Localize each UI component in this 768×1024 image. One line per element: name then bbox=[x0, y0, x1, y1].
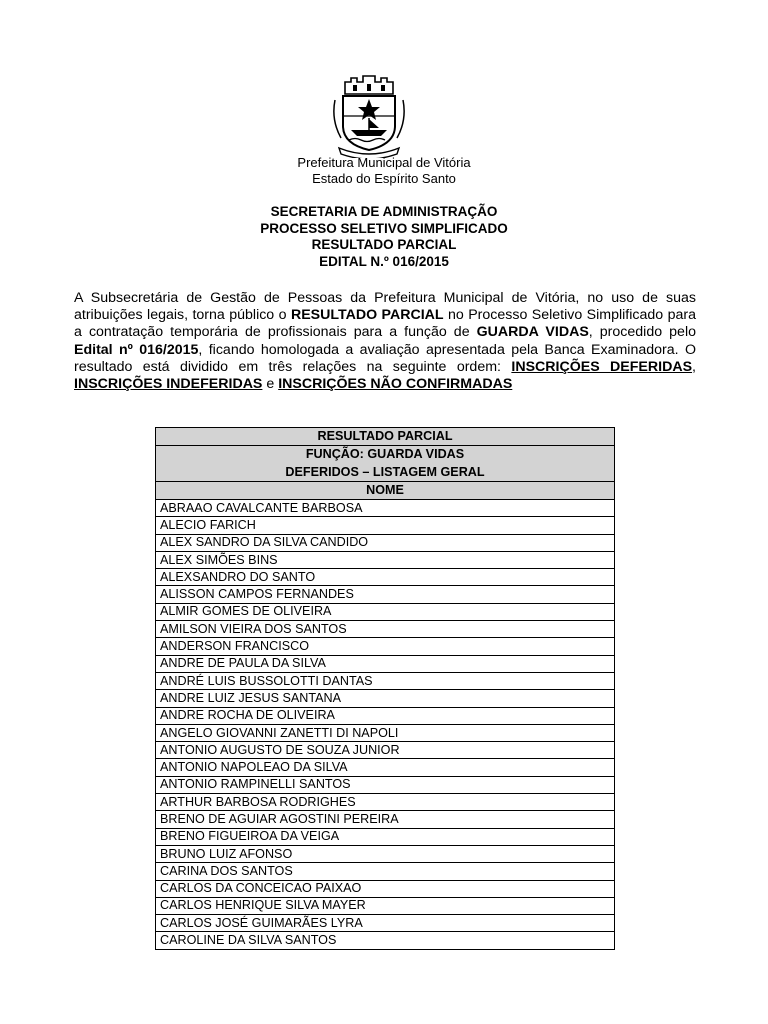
table-row bbox=[156, 551, 615, 568]
title-line1: SECRETARIA DE ADMINISTRAÇÃO bbox=[270, 204, 498, 219]
name-cell: ANTONIO AUGUSTO DE SOUZA JUNIOR bbox=[156, 742, 615, 759]
document-title bbox=[0, 204, 768, 270]
table-body bbox=[156, 500, 615, 950]
name-cell: ABRAAO CAVALCANTE BARBOSA bbox=[156, 500, 615, 517]
table-row bbox=[156, 569, 615, 586]
body-text-part1: A Subsecretária de Gestão de Pessoas da Prefeitura Municipal de Vitória, no uso de suas atribuições legais, torna público o bbox=[74, 290, 696, 324]
body-paragraph bbox=[74, 290, 696, 393]
table-header-result: RESULTADO PARCIAL bbox=[156, 428, 615, 446]
table-header-row bbox=[156, 446, 615, 482]
coat-of-arms-icon bbox=[331, 74, 407, 158]
name-cell: ALEXSANDRO DO SANTO bbox=[156, 569, 615, 586]
body-underline-nao-confirmadas: INSCRIÇÕES NÃO CONFIRMADAS bbox=[278, 376, 513, 393]
table-header-row bbox=[156, 428, 615, 446]
name-cell: ALISSON CAMPOS FERNANDES bbox=[156, 586, 615, 603]
name-cell: ALECIO FARICH bbox=[156, 517, 615, 534]
name-cell: CAROLINE DA SILVA SANTOS bbox=[156, 932, 615, 949]
name-cell: BRENO FIGUEIROA DA VEIGA bbox=[156, 828, 615, 845]
title-line2: PROCESSO SELETIVO SIMPLIFICADO bbox=[260, 220, 508, 236]
table-row bbox=[156, 500, 615, 517]
table-row bbox=[156, 724, 615, 741]
table-row bbox=[156, 534, 615, 551]
table-row bbox=[156, 759, 615, 776]
table-row bbox=[156, 517, 615, 534]
body-text-part4: , ficando homologada a avaliação apresentada pela Banca Examinadora. O resultado está dividido em três relações na seguinte ordem: bbox=[74, 341, 696, 375]
column-header-name: NOME bbox=[156, 482, 615, 500]
name-cell: CARLOS JOSÉ GUIMARÃES LYRA bbox=[156, 915, 615, 932]
table-row bbox=[156, 742, 615, 759]
table-row bbox=[156, 690, 615, 707]
table-row bbox=[156, 638, 615, 655]
body-underline-indeferidas: INSCRIÇÕES INDEFERIDAS bbox=[74, 376, 263, 393]
table-row bbox=[156, 932, 615, 949]
name-cell: ANTONIO NAPOLEAO DA SILVA bbox=[156, 759, 615, 776]
table-row bbox=[156, 897, 615, 914]
name-cell: ANTONIO RAMPINELLI SANTOS bbox=[156, 776, 615, 793]
name-cell: CARLOS DA CONCEICAO PAIXAO bbox=[156, 880, 615, 897]
table-row bbox=[156, 621, 615, 638]
table-row bbox=[156, 863, 615, 880]
table-header-function bbox=[156, 446, 615, 482]
table-header-row bbox=[156, 482, 615, 500]
body-bold-resultado: RESULTADO PARCIAL bbox=[290, 307, 444, 324]
name-cell: ANDERSON FRANCISCO bbox=[156, 638, 615, 655]
table-row bbox=[156, 672, 615, 689]
table-row bbox=[156, 915, 615, 932]
table-row bbox=[156, 776, 615, 793]
body-text-part3: , procedido pelo bbox=[588, 324, 696, 341]
name-cell: ANDRE ROCHA DE OLIVEIRA bbox=[156, 707, 615, 724]
body-underline-deferidas: INSCRIÇÕES DEFERIDAS bbox=[511, 358, 693, 375]
name-cell: ANDRÉ LUIS BUSSOLOTTI DANTAS bbox=[156, 672, 615, 689]
org-name-line1: Prefeitura Municipal de Vitória bbox=[297, 155, 471, 170]
table-row bbox=[156, 811, 615, 828]
name-cell: BRENO DE AGUIAR AGOSTINI PEREIRA bbox=[156, 811, 615, 828]
table-row bbox=[156, 603, 615, 620]
body-separator2: e bbox=[262, 376, 279, 393]
table-row bbox=[156, 707, 615, 724]
results-table bbox=[155, 427, 615, 950]
body-bold-funcao: GUARDA VIDAS bbox=[476, 324, 589, 341]
table-row bbox=[156, 586, 615, 603]
table-row bbox=[156, 880, 615, 897]
name-cell: ALEX SANDRO DA SILVA CANDIDO bbox=[156, 534, 615, 551]
name-cell: ALMIR GOMES DE OLIVEIRA bbox=[156, 603, 615, 620]
body-bold-edital: Edital nº 016/2015 bbox=[74, 341, 199, 358]
table-header-list-line: DEFERIDOS – LISTAGEM GERAL bbox=[285, 464, 485, 479]
name-cell: ANGELO GIOVANNI ZANETTI DI NAPOLI bbox=[156, 724, 615, 741]
table-row bbox=[156, 845, 615, 862]
org-name-line2: Estado do Espírito Santo bbox=[312, 171, 456, 186]
title-line3: RESULTADO PARCIAL bbox=[311, 237, 457, 252]
name-cell: ALEX SIMÕES BINS bbox=[156, 551, 615, 568]
name-cell: ANDRE DE PAULA DA SILVA bbox=[156, 655, 615, 672]
name-cell: CARLOS HENRIQUE SILVA MAYER bbox=[156, 897, 615, 914]
title-line4: EDITAL N.º 016/2015 bbox=[319, 253, 449, 269]
body-text-part2: no Processo Seletivo Simplificado para a contratação temporária de profissionais para a função de bbox=[74, 307, 696, 341]
body-separator1: , bbox=[692, 358, 696, 375]
name-cell: ARTHUR BARBOSA RODRIGHES bbox=[156, 794, 615, 811]
name-cell: BRUNO LUIZ AFONSO bbox=[156, 845, 615, 862]
table-row bbox=[156, 655, 615, 672]
name-cell: AMILSON VIEIRA DOS SANTOS bbox=[156, 621, 615, 638]
name-cell: ANDRE LUIZ JESUS SANTANA bbox=[156, 690, 615, 707]
name-cell: CARINA DOS SANTOS bbox=[156, 863, 615, 880]
table-header-function-line: FUNÇÃO: GUARDA VIDAS bbox=[305, 447, 465, 461]
table-row bbox=[156, 794, 615, 811]
table-row bbox=[156, 828, 615, 845]
